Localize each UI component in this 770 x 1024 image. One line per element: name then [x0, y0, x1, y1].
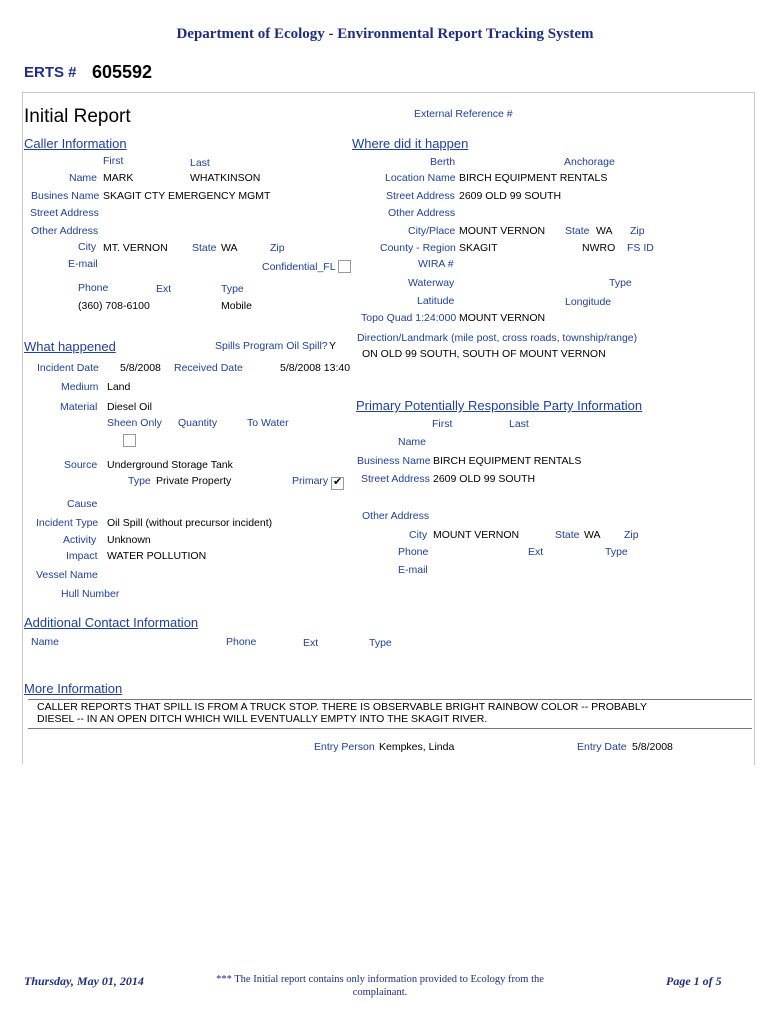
- ppr-phone-label: Phone: [398, 546, 429, 558]
- topo-quad: MOUNT VERNON: [459, 312, 546, 324]
- additional-name-label: Name: [31, 636, 60, 648]
- waterway-type-label: Type: [609, 277, 632, 289]
- material-label: Material: [60, 401, 98, 413]
- where-street: 2609 OLD 99 SOUTH: [459, 190, 562, 202]
- caller-name-label: Name: [69, 172, 98, 184]
- incident-type-label: Incident Type: [36, 517, 99, 529]
- impact-label: Impact: [66, 550, 98, 562]
- ppr-zip-label: Zip: [624, 529, 639, 541]
- hull-number-label: Hull Number: [61, 588, 120, 600]
- primary-label: Primary: [292, 475, 329, 487]
- cause-label: Cause: [67, 498, 98, 510]
- caller-section-title: Caller Information: [24, 136, 127, 151]
- longitude-label: Longitude: [565, 296, 612, 308]
- ppr-city-label: City: [409, 529, 428, 541]
- ppr-email-label: E-mail: [398, 564, 428, 576]
- activity-label: Activity: [63, 534, 97, 546]
- caller-city: MT. VERNON: [103, 242, 168, 254]
- ppr-last-label: Last: [509, 418, 529, 430]
- caller-street-label: Street Address: [30, 207, 99, 219]
- source-label: Source: [64, 459, 98, 471]
- county-region-label: County - Region: [380, 242, 456, 254]
- entry-person-label: Entry Person: [314, 741, 375, 753]
- received-date: 5/8/2008 13:40: [280, 362, 351, 374]
- direction-landmark: ON OLD 99 SOUTH, SOUTH OF MOUNT VERNON: [362, 348, 606, 360]
- where-zip-label: Zip: [630, 225, 645, 237]
- impact: WATER POLLUTION: [107, 550, 207, 562]
- caller-last-label: Last: [190, 157, 210, 169]
- direction-landmark-label: Direction/Landmark (mile post, cross roads, township/range): [357, 332, 638, 344]
- caller-city-label: City: [78, 241, 97, 253]
- where-city: MOUNT VERNON: [459, 225, 546, 237]
- caller-last-name: WHATKINSON: [190, 172, 261, 184]
- primary-checkbox[interactable]: [331, 477, 344, 490]
- additional-section-title: Additional Contact Information: [24, 615, 199, 630]
- footer-note-line-2: complainant.: [352, 987, 408, 998]
- latitude-label: Latitude: [417, 295, 455, 307]
- medium: Land: [107, 381, 131, 393]
- footer-note-line-1: *** The Initial report contains only information provided to Ecology from the: [216, 974, 544, 985]
- vessel-name-label: Vessel Name: [36, 569, 98, 581]
- footer-date: Thursday, May 01, 2014: [24, 974, 144, 988]
- fs-id-label: FS ID: [627, 242, 654, 254]
- what-section-title: What happened: [24, 339, 116, 354]
- activity: Unknown: [107, 534, 151, 546]
- ppr-state-label: State: [555, 529, 580, 541]
- where-state-label: State: [565, 225, 590, 237]
- caller-ext-label: Ext: [156, 283, 172, 295]
- report-title: Initial Report: [24, 106, 131, 127]
- location-name-label: Location Name: [385, 172, 456, 184]
- confidential-checkbox[interactable]: [338, 260, 351, 273]
- source: Underground Storage Tank: [107, 459, 233, 471]
- ppr-first-label: First: [432, 418, 453, 430]
- entry-person: Kempkes, Linda: [379, 741, 455, 753]
- footer-page-number: Page 1 of 5: [666, 974, 722, 988]
- wira-label: WIRA #: [418, 258, 454, 270]
- sheen-only-label: Sheen Only: [107, 417, 162, 429]
- incident-date-label: Incident Date: [37, 362, 99, 374]
- incident-type: Oil Spill (without precursor incident): [107, 517, 273, 529]
- caller-phone-type: Mobile: [221, 300, 252, 312]
- spills-program-label: Spills Program Oil Spill?: [215, 340, 328, 352]
- where-city-label: City/Place: [408, 225, 456, 237]
- source-type: Private Property: [156, 475, 232, 487]
- where-other-address-label: Other Address: [388, 207, 456, 219]
- external-reference-label: External Reference #: [414, 108, 513, 120]
- more-information-line-1: CALLER REPORTS THAT SPILL IS FROM A TRUCK STOP. THERE IS OBSERVABLE BRIGHT RAINBOW COLOR -- PROBABLY: [37, 701, 647, 713]
- caller-first-name: MARK: [103, 172, 134, 184]
- system-title: Department of Ecology - Environmental Report Tracking System: [176, 26, 594, 42]
- material: Diesel Oil: [107, 401, 152, 413]
- medium-label: Medium: [61, 381, 99, 393]
- caller-phone-label: Phone: [78, 282, 109, 294]
- caller-phone: (360) 708-6100: [78, 300, 150, 312]
- caller-type-label: Type: [221, 283, 244, 295]
- erts-label: ERTS #: [24, 64, 77, 81]
- ppr-street-label: Street Address: [361, 473, 430, 485]
- region: NWRO: [582, 242, 616, 254]
- more-section-title: More Information: [24, 681, 123, 696]
- caller-email-label: E-mail: [68, 258, 98, 270]
- topo-quad-label: Topo Quad 1:24:000: [361, 312, 457, 324]
- to-water-label: To Water: [247, 417, 289, 429]
- erts-number: 605592: [92, 62, 153, 82]
- county: SKAGIT: [459, 242, 498, 254]
- received-date-label: Received Date: [174, 362, 243, 374]
- waterway-label: Waterway: [408, 277, 455, 289]
- additional-phone-label: Phone: [226, 636, 257, 648]
- source-type-label: Type: [128, 475, 151, 487]
- ppr-ext-label: Ext: [528, 546, 544, 558]
- ppr-section-title: Primary Potentially Responsible Party Information: [356, 398, 643, 413]
- confidential-label: Confidential_FL: [262, 261, 336, 273]
- additional-type-label: Type: [369, 637, 392, 649]
- ppr-street: 2609 OLD 99 SOUTH: [433, 473, 536, 485]
- caller-first-label: First: [103, 155, 124, 167]
- ppr-type-label: Type: [605, 546, 628, 558]
- caller-state: WA: [221, 242, 238, 254]
- spills-program-value: Y: [329, 340, 337, 352]
- location-name: BIRCH EQUIPMENT RENTALS: [459, 172, 608, 184]
- sheen-only-checkbox[interactable]: [123, 434, 136, 447]
- caller-business-label: Busines Name: [31, 190, 100, 202]
- ppr-other-address-label: Other Address: [362, 510, 430, 522]
- where-state: WA: [596, 225, 613, 237]
- ppr-state: WA: [584, 529, 601, 541]
- more-information-line-2: DIESEL -- IN AN OPEN DITCH WHICH WILL EVENTUALLY EMPTY INTO THE SKAGIT RIVER.: [37, 713, 488, 725]
- caller-zip-label: Zip: [270, 242, 285, 254]
- anchorage-label: Anchorage: [564, 156, 615, 168]
- ppr-business-label: Business Name: [357, 455, 431, 467]
- ppr-city: MOUNT VERNON: [433, 529, 520, 541]
- quantity-label: Quantity: [178, 417, 218, 429]
- incident-date: 5/8/2008: [120, 362, 161, 374]
- report-frame-left-edge: [22, 92, 24, 764]
- where-street-label: Street Address: [386, 190, 455, 202]
- caller-state-label: State: [192, 242, 217, 254]
- berth-label: Berth: [430, 156, 456, 168]
- ppr-name-label: Name: [398, 436, 427, 448]
- where-section-title: Where did it happen: [352, 136, 469, 151]
- additional-ext-label: Ext: [303, 637, 319, 649]
- entry-date: 5/8/2008: [632, 741, 673, 753]
- caller-business: SKAGIT CTY EMERGENCY MGMT: [103, 190, 271, 202]
- ppr-business: BIRCH EQUIPMENT RENTALS: [433, 455, 582, 467]
- entry-date-label: Entry Date: [577, 741, 627, 753]
- caller-other-address-label: Other Address: [31, 225, 99, 237]
